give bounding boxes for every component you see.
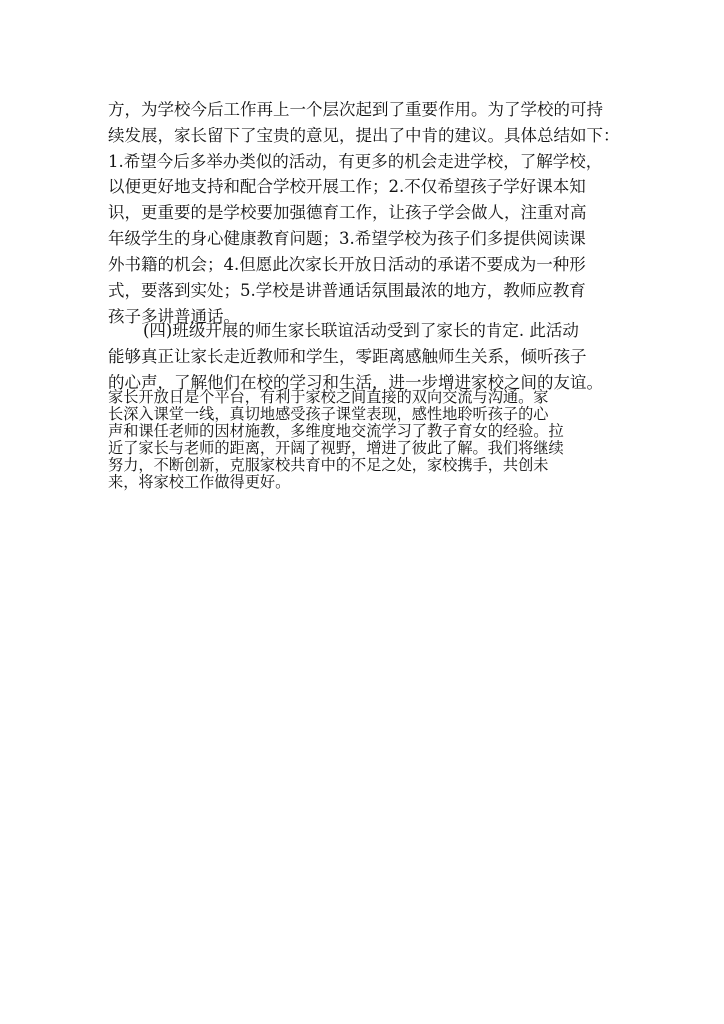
- text-line: 识，更重要的是学校要加强德育工作，让孩子学会做人，注重对高: [108, 203, 587, 222]
- text-line: 年级学生的身心健康教育问题；3.希望学校为孩子们多提供阅读课: [108, 229, 586, 248]
- text-line: 孩子多讲普通话。: [108, 307, 240, 326]
- text-line: 能够真正让家长走近教师和学生，零距离感触师生关系，倾听孩子: [108, 347, 587, 366]
- text-line: 1.希望今后多举办类似的活动，有更多的机会走进学校，了解学校，: [108, 152, 603, 171]
- text-line: 近了家长与老师的距离，开阔了视野，增进了彼此了解。我们将继续: [108, 439, 564, 457]
- text-line: 式，要落到实处；5.学校是讲普通话氛围最浓的地方，教师应教育: [108, 281, 586, 300]
- text-line: 声和课任老师的因材施教，多维度地交流学习了教子育女的经验。拉: [108, 422, 564, 440]
- text-line: 家长开放日是个平台，有利于家校之间直接的双向交流与沟通。家: [108, 388, 549, 406]
- text-line: 方，为学校今后工作再上一个层次起到了重要作用。为了学校的可持: [108, 100, 603, 119]
- text-line: 续发展，家长留下了宝贵的意见，提出了中肯的建议。具体总结如下：: [108, 126, 620, 145]
- text-line: 来，将家校工作做得更好。: [108, 473, 291, 491]
- text-line: 努力，不断创新，克服家校共育中的不足之处，家校携手，共创未: [108, 456, 549, 474]
- text-line: 外书籍的机会；4.但愿此次家长开放日活动的承诺不要成为一种形: [108, 255, 586, 274]
- text-line: 以便更好地支持和配合学校开展工作；2.不仅希望孩子学好课本知: [108, 177, 586, 196]
- text-line: (四)班级开展的师生家长联谊活动受到了家长的肯定. 此活动: [143, 321, 579, 340]
- text-line: 的心声，了解他们在校的学习和生活，进一步增进家校之间的友谊。: [108, 373, 603, 392]
- text-line: 长深入课堂一线，真切地感受孩子课堂表现，感性地聆听孩子的心: [108, 405, 549, 423]
